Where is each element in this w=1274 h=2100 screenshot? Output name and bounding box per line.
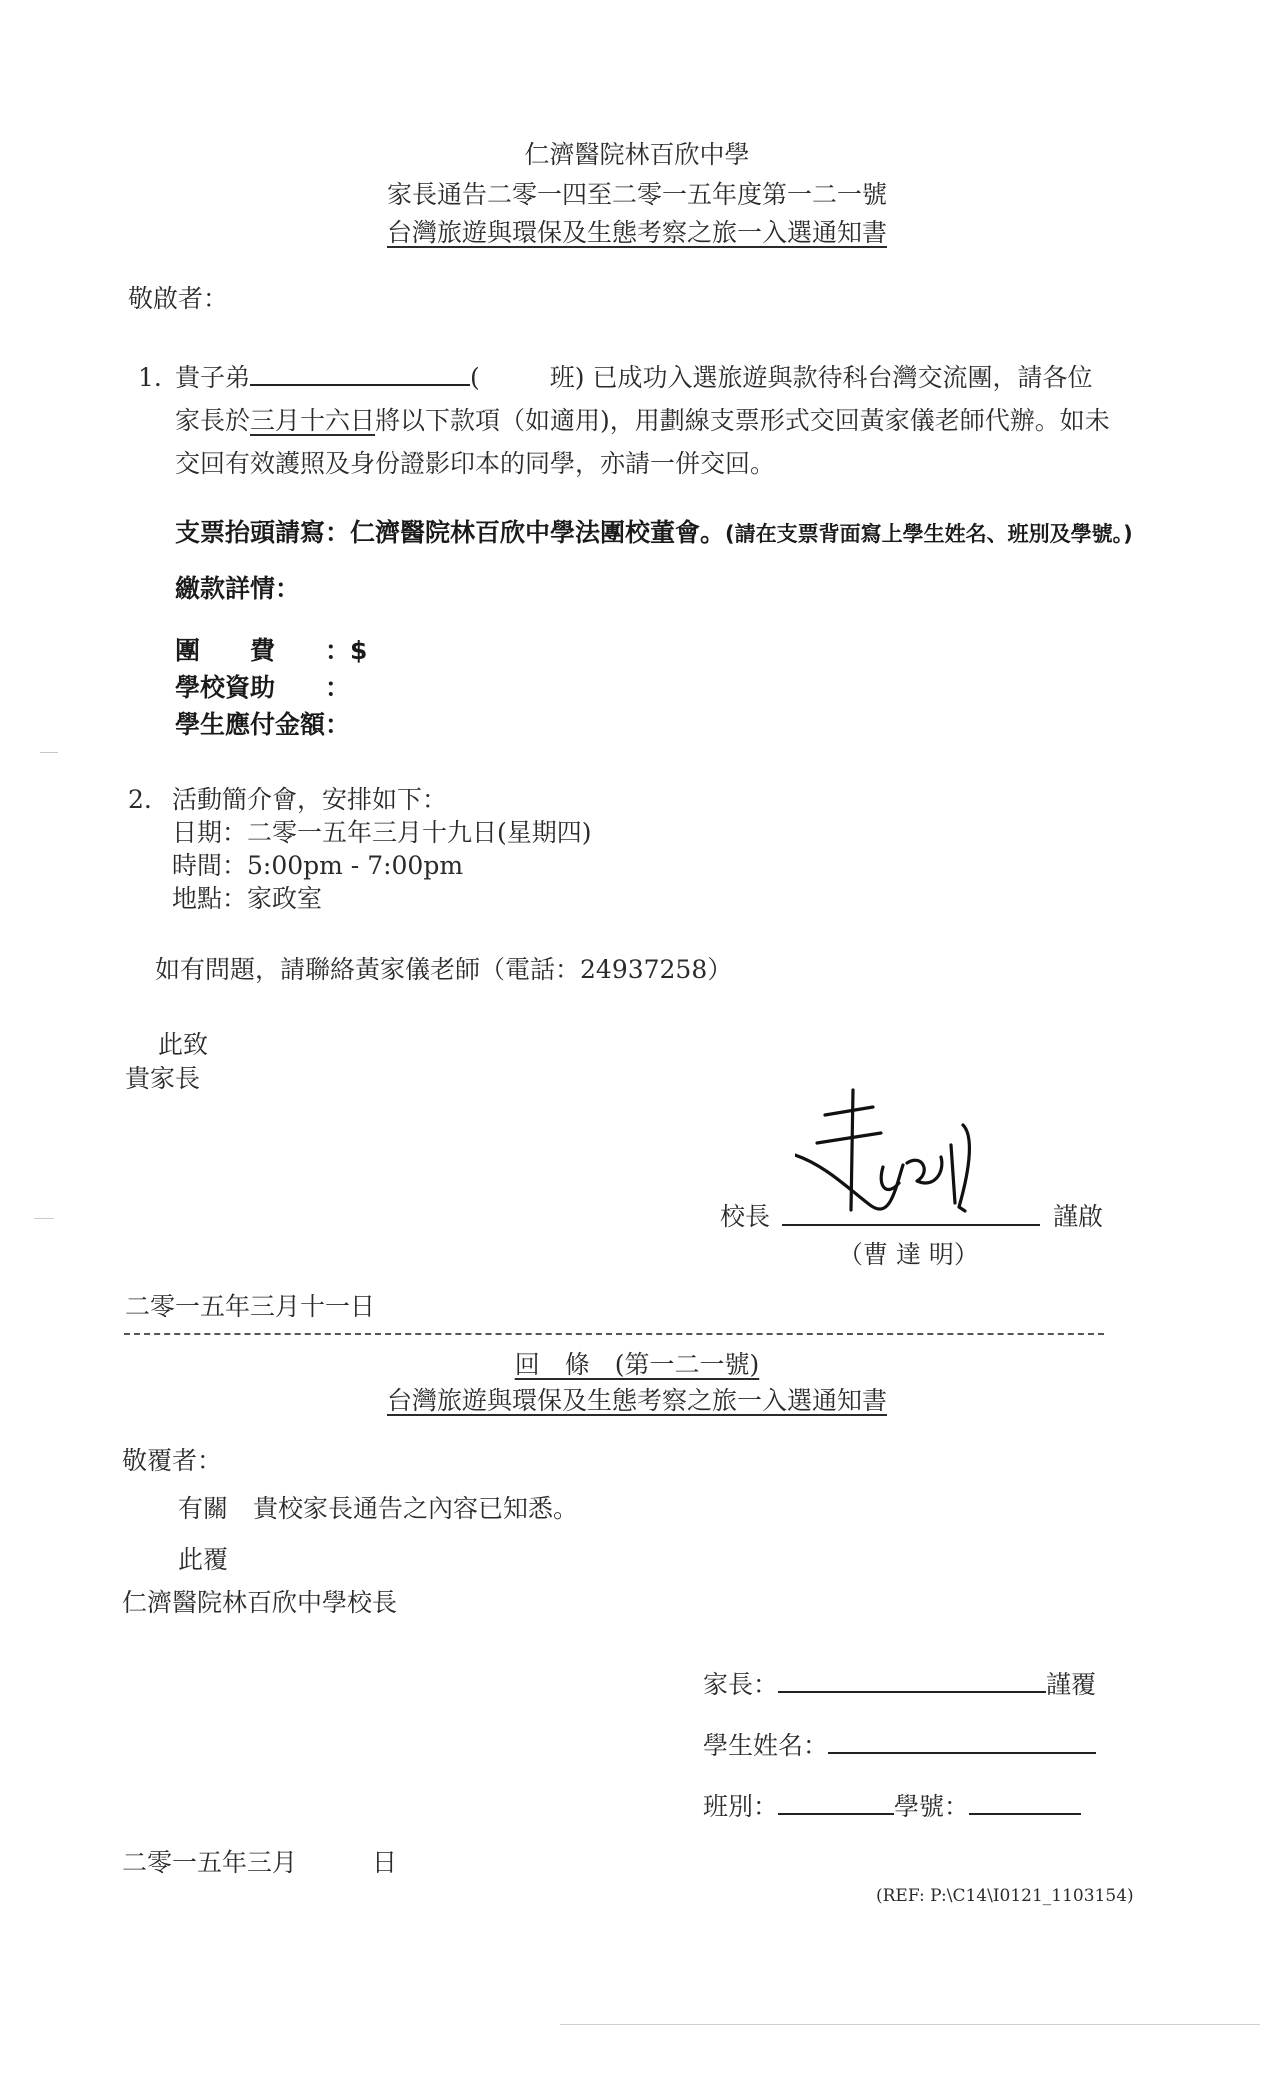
reply-subject: 台灣旅遊與環保及生態考察之旅一入選通知書 — [386, 1386, 887, 1415]
payment-title: 繳款詳情： — [175, 574, 301, 603]
salutation: 敬啟者： — [128, 284, 229, 313]
parent-suffix: 謹覆 — [1046, 1670, 1097, 1699]
item2-number: 2. — [128, 785, 152, 814]
class-field[interactable] — [778, 1813, 894, 1815]
parent-label: 家長： — [703, 1670, 779, 1699]
briefing-date: 日期：二零一五年三月十九日(星期四) — [172, 818, 592, 847]
closing-line1: 此致 — [158, 1030, 209, 1059]
item1-text-d: 家長於 — [175, 406, 251, 435]
student-name-blank — [250, 384, 470, 386]
cheque-payee-note: (請在支票背面寫上學生姓名、班別及學號。) — [725, 522, 1133, 546]
reply-title: 回 條 (第一二一號) — [514, 1350, 760, 1379]
item1-text-b: ( — [470, 363, 480, 392]
item1-text-a: 貴子弟 — [175, 363, 251, 392]
briefing-venue: 地點：家政室 — [172, 884, 323, 913]
reply-date: 二零一五年三月 日 — [122, 1848, 398, 1877]
subsidy-value: ： — [325, 673, 351, 702]
principal-label: 校長 — [720, 1202, 771, 1231]
parent-signature-row — [703, 1670, 1096, 1700]
item1-line2 — [175, 406, 1110, 436]
issue-date: 二零一五年三月十一日 — [125, 1292, 376, 1321]
reply-close2: 仁濟醫院林百欣中學校長 — [122, 1588, 398, 1617]
scan-mark — [40, 752, 58, 753]
fee-label: 團 費 — [175, 636, 276, 665]
scan-mark — [34, 1218, 54, 1219]
notice-subject: 台灣旅遊與環保及生態考察之旅一入選通知書 — [386, 218, 887, 247]
briefing-time: 時間：5:00pm - 7:00pm — [172, 851, 464, 880]
fee-value: ：$ — [325, 636, 368, 665]
tear-off-line — [124, 1333, 1104, 1335]
reference-code: (REF: P:\C14\I0121_1103154) — [876, 1886, 1134, 1906]
student-name-field[interactable] — [828, 1752, 1096, 1754]
reply-salutation: 敬覆者： — [122, 1446, 223, 1475]
reply-close1: 此覆 — [178, 1545, 229, 1574]
principal-name: （曹 達 明） — [838, 1240, 979, 1269]
notice-number: 家長通告二零一四至二零一五年度第一二一號 — [386, 180, 887, 209]
class-label: 班別： — [703, 1792, 779, 1821]
payable-label: 學生應付金額： — [175, 710, 351, 739]
item2-title: 活動簡介會，安排如下： — [172, 785, 448, 814]
cheque-payee — [175, 518, 1133, 548]
principal-signature — [795, 1085, 1010, 1230]
item1-number: 1. — [138, 363, 162, 392]
class-number-row — [703, 1792, 1081, 1822]
reply-body: 有關 貴校家長通告之內容已知悉。 — [178, 1494, 579, 1523]
item1-text-c: 班) 已成功入選旅遊與款待科台灣交流團，請各位 — [549, 363, 1093, 392]
enquiry-line: 如有問題，請聯絡黃家儀老師（電話：24937258） — [155, 955, 733, 984]
number-label: 學號： — [894, 1792, 970, 1821]
signature-suffix: 謹啟 — [1053, 1202, 1104, 1231]
item1-text-e: 將以下款項（如適用)，用劃線支票形式交回黃家儀老師代辦。如未 — [375, 406, 1110, 435]
signature-line — [782, 1224, 1040, 1226]
cheque-payee-main: 支票抬頭請寫：仁濟醫院林百欣中學法團校董會。 — [175, 518, 726, 547]
student-name-row — [703, 1731, 1096, 1761]
closing-line2: 貴家長 — [125, 1064, 201, 1093]
page-fold-line — [560, 2024, 1260, 2025]
item1-line1 — [175, 363, 1092, 393]
school-name: 仁濟醫院林百欣中學 — [524, 140, 750, 169]
student-name-label: 學生姓名： — [703, 1731, 829, 1760]
item1-line3: 交回有效護照及身份證影印本的同學，亦請一併交回。 — [175, 449, 776, 478]
deadline-date: 三月十六日 — [250, 406, 376, 435]
number-field[interactable] — [969, 1813, 1081, 1815]
subsidy-label: 學校資助 — [175, 673, 276, 702]
parent-signature-field[interactable] — [778, 1691, 1046, 1693]
